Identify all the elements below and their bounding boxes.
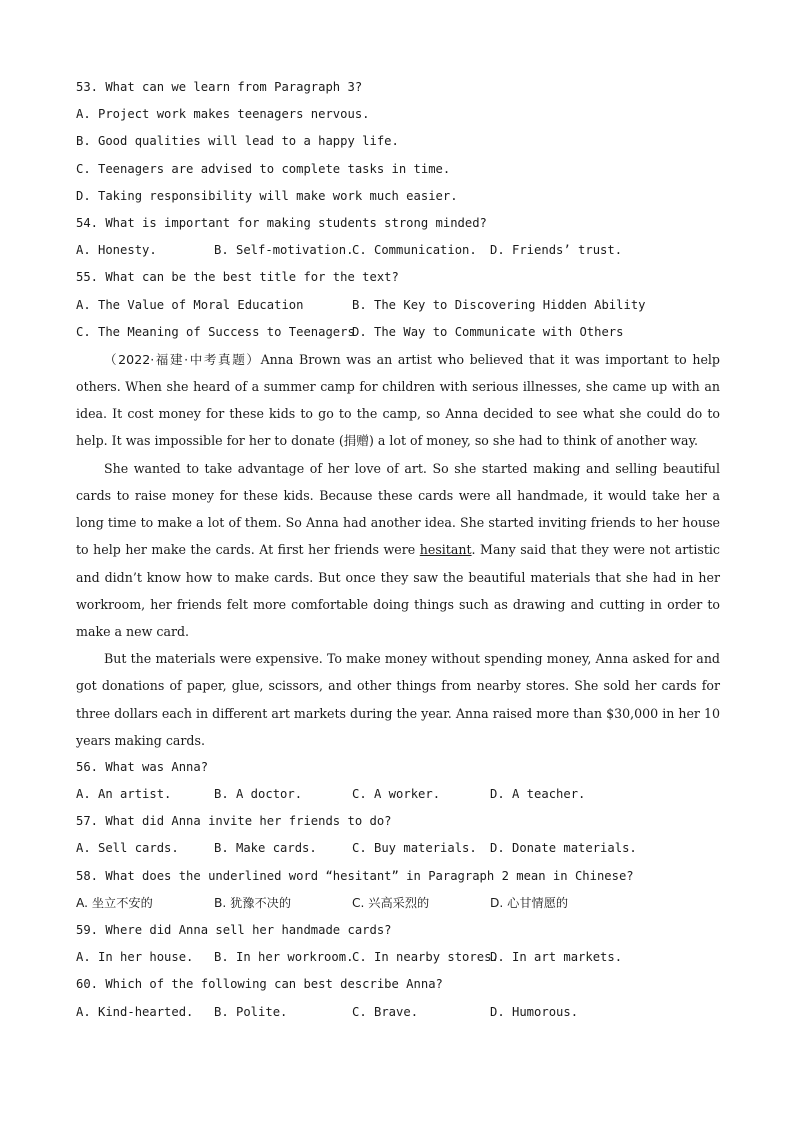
passage-source: （2022·福建·中考真题） [104, 351, 261, 367]
question-58-option-d: D. 心甘情愿的 [490, 895, 569, 910]
question-57-options [76, 835, 720, 862]
question-53-option-b: B. Good qualities will lead to a happy life. [76, 134, 399, 149]
question-55-options-row-1 [76, 292, 720, 319]
question-57-option-a: A. Sell cards. [76, 841, 179, 856]
passage-paragraph-2-after: . Many said that they were not artistic and didn’t know how to make cards. But once they saw the beautiful materials that she had in her workroom, her friends felt more comfortable doing things such as drawing and cutting in order to make a new card. [76, 542, 720, 639]
question-53-option-a: A. Project work makes teenagers nervous. [76, 107, 370, 122]
passage-paragraph-2 [76, 455, 720, 645]
question-58-stem: 58. What does the underlined word “hesitant” in Paragraph 2 mean in Chinese? [76, 868, 634, 883]
question-53-option-d: D. Taking responsibility will make work much easier. [76, 188, 458, 203]
question-56-option-b: B. A doctor. [214, 787, 303, 802]
question-59-stem: 59. Where did Anna sell her handmade cards? [76, 923, 392, 938]
passage-paragraph-3: But the materials were expensive. To make money without spending money, Anna asked for and got donations of paper, glue, scissors, and other things from nearby stores. She sold her cards for three dollars each in different art markets during the year. Anna raised more than $30,000 in her 10 years making cards. [76, 651, 720, 748]
question-56-stem: 56. What was Anna? [76, 759, 209, 774]
question-60-option-a: A. Kind-hearted. [76, 1004, 194, 1019]
question-59-option-b: B. In her workroom. [214, 950, 354, 965]
underlined-word-hesitant: hesitant [419, 542, 472, 558]
passage-paragraph-1 [76, 346, 720, 455]
question-60-option-c: C. Brave. [352, 1004, 419, 1019]
question-57-option-b: B. Make cards. [214, 841, 317, 856]
question-56-options [76, 781, 720, 808]
question-54-option-c: C. Communication. [352, 243, 477, 258]
question-55-options-row-2 [76, 319, 720, 346]
question-55-option-c: C. The Meaning of Success to Teenagers [76, 324, 355, 339]
document-page [76, 74, 720, 1026]
question-54-option-b: B. Self-motivation. [214, 243, 354, 258]
question-59-option-d: D. In art markets. [490, 950, 623, 965]
question-60-options [76, 999, 720, 1026]
question-54-options [76, 237, 720, 264]
question-53-stem: 53. What can we learn from Paragraph 3? [76, 80, 363, 94]
question-54-option-a: A. Honesty. [76, 243, 157, 258]
question-60-stem: 60. Which of the following can best describe Anna? [76, 977, 443, 992]
question-54-stem: 54. What is important for making students strong minded? [76, 215, 487, 230]
question-60-option-d: D. Humorous. [490, 1004, 579, 1019]
question-55-option-a: A. The Value of Moral Education [76, 297, 304, 312]
question-59-option-c: C. In nearby stores. [352, 950, 499, 965]
question-58-option-c: C. 兴高采烈的 [352, 895, 430, 910]
question-59-option-a: A. In her house. [76, 950, 194, 965]
question-55-stem: 55. What can be the best title for the text? [76, 270, 399, 285]
question-57-stem: 57. What did Anna invite her friends to do? [76, 814, 392, 829]
question-55-option-b: B. The Key to Discovering Hidden Ability [352, 297, 646, 312]
passage-paragraph-1-text: Anna Brown was an artist who believed that it was important to help others. When she heard of a summer camp for children with serious illnesses, she came up with an idea. It cost money for these kids to go to the camp, so Anna decided to see what she could do to help. It was impossible for her to donate (捐赠) a lot of money, so she had to think of another way. [76, 351, 720, 449]
question-56-option-a: A. An artist. [76, 787, 172, 802]
question-58-option-a: A. 坐立不安的 [76, 895, 153, 910]
question-53-option-c: C. Teenagers are advised to complete tasks in time. [76, 161, 451, 176]
question-58-options [76, 890, 720, 917]
question-58-option-b: B. 犹豫不决的 [214, 895, 292, 910]
question-56-option-d: D. A teacher. [490, 787, 586, 802]
question-57-option-d: D. Donate materials. [490, 841, 637, 856]
question-55-option-d: D. The Way to Communicate with Others [352, 324, 624, 339]
question-59-options [76, 944, 720, 971]
passage-paragraph-2-before: She wanted to take advantage of her love of art. So she started making and selling beautiful cards to raise money for these kids. Because these cards were all handmade, it would take her a long time to make a lot of them. So Anna had another idea. She started inviting friends to her house to help her make the cards. At first her friends were [76, 460, 720, 558]
question-57-option-c: C. Buy materials. [352, 841, 477, 856]
question-54-option-d: D. Friends’ trust. [490, 243, 623, 258]
question-60-option-b: B. Polite. [214, 1004, 288, 1019]
question-56-option-c: C. A worker. [352, 787, 441, 802]
